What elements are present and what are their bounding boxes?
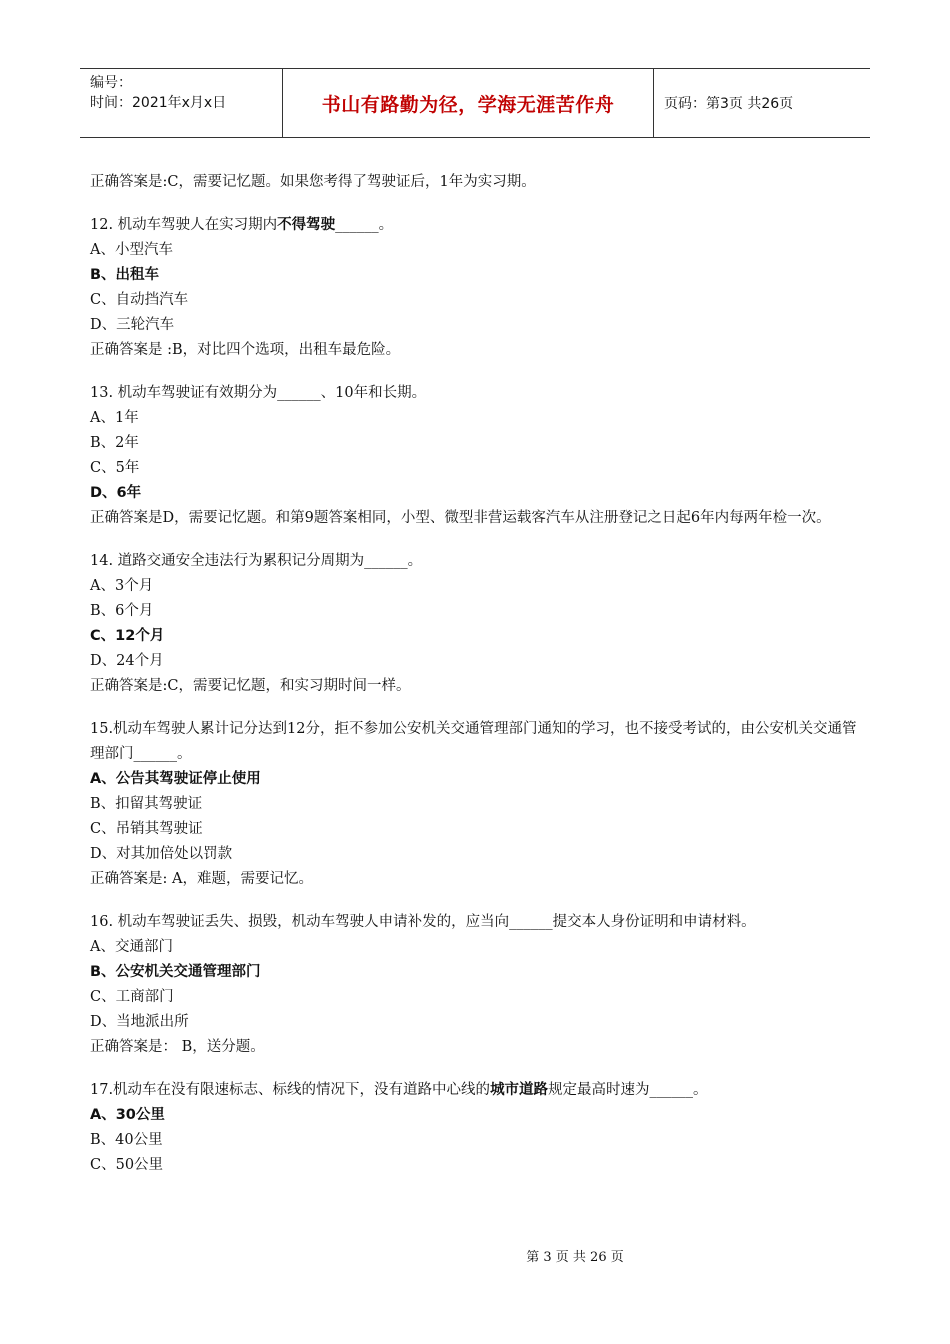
header-meta <box>80 69 282 137</box>
option-a-correct: A、公告其驾驶证停止使用 <box>90 771 261 787</box>
question-emphasis: 城市道路 <box>490 1082 549 1098</box>
option-b: B、40公里 <box>90 1132 163 1148</box>
option-d-correct: D、6年 <box>90 485 142 501</box>
option-b: B、扣留其驾驶证 <box>90 796 203 812</box>
option-b: B、6个月 <box>90 603 154 619</box>
question-text: 15.机动车驾驶人累计记分达到12分，拒不参加公安机关交通管理部门通知的学习，也不接受考试的，由公安机关交通管理部门______。 <box>90 721 857 762</box>
number-label: 编号： <box>90 75 132 91</box>
option-b: B、2年 <box>90 435 139 451</box>
question-16 <box>90 910 865 1060</box>
header-motto-cell <box>282 69 654 137</box>
option-b-correct: B、公安机关交通管理部门 <box>90 964 261 980</box>
question-text: 13. 机动车驾驶证有效期分为______、10年和长期。 <box>90 385 427 401</box>
question-13 <box>90 381 865 531</box>
page-info: 页码：第3页 共26页 <box>664 96 794 112</box>
option-c: C、50公里 <box>90 1157 164 1173</box>
question-text: 14. 道路交通安全违法行为累积记分周期为______。 <box>90 553 423 569</box>
option-d: D、三轮汽车 <box>90 317 175 333</box>
question-text <box>90 1078 865 1103</box>
option-a: A、小型汽车 <box>90 242 173 258</box>
option-b-correct: B、出租车 <box>90 267 160 283</box>
question-text-part: 17.机动车在没有限速标志、标线的情况下，没有道路中心线的 <box>90 1082 491 1098</box>
option-c: C、工商部门 <box>90 989 174 1005</box>
question-text: 16. 机动车驾驶证丢失、损毁，机动车驾驶人申请补发的，应当向______提交本人身份证明和申请材料。 <box>90 914 756 930</box>
option-c: C、5年 <box>90 460 140 476</box>
intro-answer: 正确答案是:C，需要记忆题。如果您考得了驾驶证后，1年为实习期。 <box>90 174 536 190</box>
date-label: 时间：2021年x月x日 <box>90 95 227 111</box>
question-12 <box>90 213 865 363</box>
question-emphasis: 不得驾驶 <box>277 217 336 233</box>
answer-text: 正确答案是: A，难题，需要记忆。 <box>90 871 313 887</box>
motto: 书山有路勤为径，学海无涯苦作舟 <box>321 93 615 116</box>
question-text-part: ______。 <box>335 217 394 233</box>
document-body <box>90 170 865 1178</box>
footer-page-number: 第 3 页 共 26 页 <box>526 1250 624 1265</box>
answer-text: 正确答案是 :B，对比四个选项，出租车最危险。 <box>90 342 401 358</box>
answer-text: 正确答案是:C，需要记忆题，和实习期时间一样。 <box>90 678 411 694</box>
option-a: A、交通部门 <box>90 939 173 955</box>
question-text <box>90 213 865 238</box>
question-text-part: 12. 机动车驾驶人在实习期内 <box>90 217 278 233</box>
question-text-part: 规定最高时速为______。 <box>548 1082 708 1098</box>
page-header <box>80 68 870 138</box>
answer-text: 正确答案是： B，送分题。 <box>90 1039 265 1055</box>
option-c: C、自动挡汽车 <box>90 292 189 308</box>
answer-text: 正确答案是D，需要记忆题。和第9题答案相同，小型、微型非营运载客汽车从注册登记之日起6年内每两年检一次。 <box>90 510 831 526</box>
question-14 <box>90 549 865 699</box>
option-a: A、3个月 <box>90 578 154 594</box>
option-c: C、吊销其驾驶证 <box>90 821 203 837</box>
option-c-correct: C、12个月 <box>90 628 165 644</box>
option-a: A、1年 <box>90 410 139 426</box>
option-d: D、对其加倍处以罚款 <box>90 846 233 862</box>
page-footer <box>0 1246 950 1265</box>
question-17 <box>90 1078 865 1178</box>
option-a-correct: A、30公里 <box>90 1107 165 1123</box>
question-15 <box>90 717 865 892</box>
option-d: D、当地派出所 <box>90 1014 189 1030</box>
option-d: D、24个月 <box>90 653 164 669</box>
